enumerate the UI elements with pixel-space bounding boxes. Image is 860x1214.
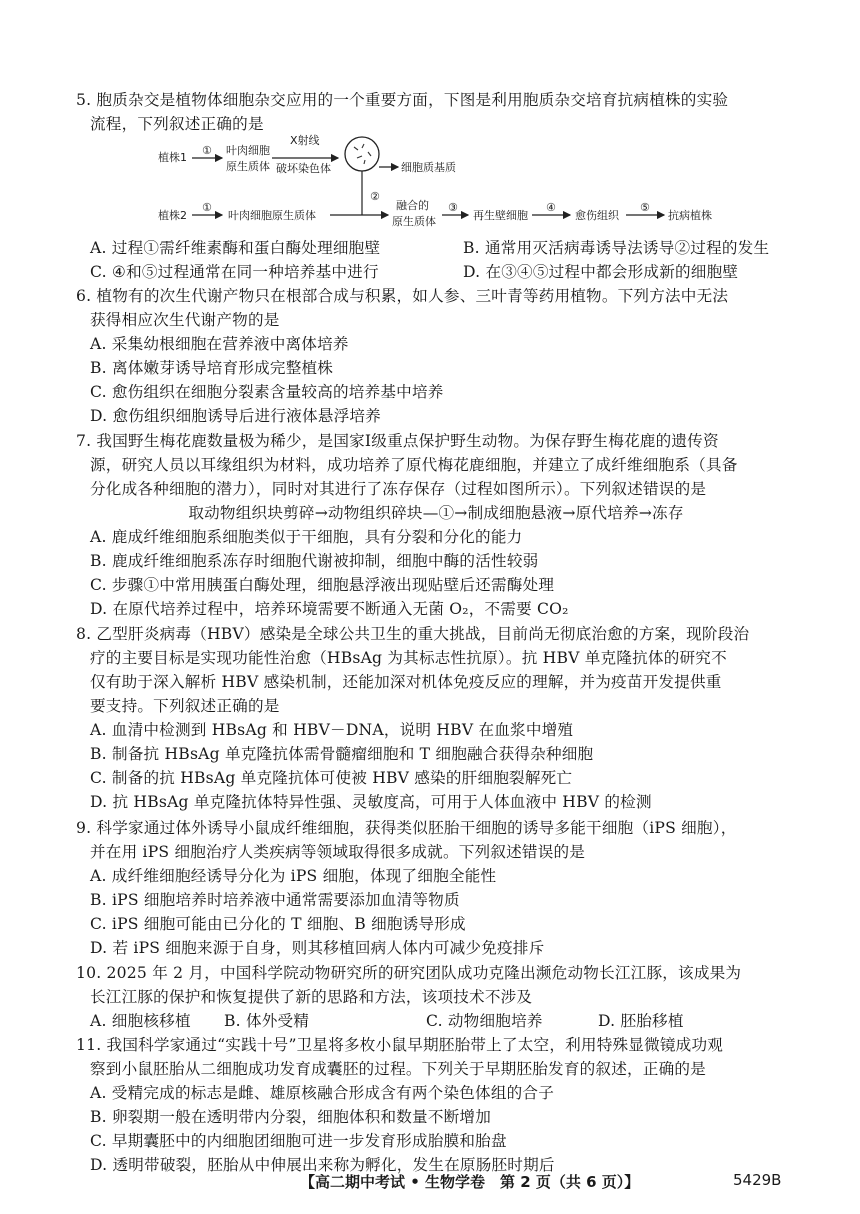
question-6-option-a: A. 采集幼根细胞在营养液中离体培养	[90, 335, 349, 353]
question-10-option-d: D. 胚胎移植	[598, 1012, 684, 1030]
question-5-option-a: A. 过程①需纤维素酶和蛋白酶处理细胞壁	[90, 239, 381, 257]
question-6-stem-line1: 6. 植物有的次生代谢产物只在根部合成与积累，如人参、三叶青等药用植物。下列方法中无法	[76, 287, 729, 305]
question-5	[76, 88, 796, 136]
question-7-stem-line3: 分化成各种细胞的潜力），同时对其进行了冻存保存（过程如图所示）。下列叙述错误的是	[90, 480, 707, 498]
question-5-option-c: C. ④和⑤过程通常在同一种培养基中进行	[90, 263, 379, 281]
leaf-protoplast-label-a: 叶肉细胞	[226, 144, 270, 157]
footer-title: 【高二期中考试 • 生物学卷 第 2 页（共 6 页）】	[300, 1173, 640, 1191]
question-6-stem-line2: 获得相应次生代谢产物的是	[90, 311, 280, 329]
step5-label: ⑤	[640, 201, 650, 214]
question-10-option-b: B. 体外受精	[224, 1012, 310, 1030]
question-5-stem-line2: 流程，下列叙述正确的是	[90, 115, 264, 133]
step4-label: ④	[546, 201, 556, 214]
step2-label: ②	[370, 190, 380, 203]
question-9-option-d: D. 若 iPS 细胞来源于自身，则其移植回病人体内可减少免疫排斥	[90, 939, 545, 957]
question-10-option-a: A. 细胞核移植	[90, 1012, 191, 1030]
question-9-option-a: A. 成纤维细胞经诱导分化为 iPS 细胞，体现了细胞全能性	[90, 867, 497, 885]
step1a-label: ①	[202, 144, 212, 157]
question-8-stem-line3: 仅有助于深入解析 HBV 感染机制，还能加深对机体免疫反应的理解，并为疫苗开发提供重	[90, 673, 722, 691]
question-10-stem-line2: 长江江豚的保护和恢复提供了新的思路和方法，该项技术不涉及	[90, 988, 533, 1006]
question-11-stem-line2: 察到小鼠胚胎从二细胞成功发育成囊胚的过程。下列关于早期胚胎发育的叙述，正确的是	[90, 1060, 706, 1078]
question-5-options-row1	[76, 236, 796, 260]
question-9-option-c: C. iPS 细胞可能由已分化的 T 细胞、B 细胞诱导形成	[90, 915, 466, 933]
leaf-protoplast-full-label: 叶肉细胞原生质体	[228, 209, 316, 222]
question-7-stem-line1: 7. 我国野生梅花鹿数量极为稀少，是国家Ⅰ级重点保护野生动物。为保存野生梅花鹿的遗传资	[76, 432, 719, 450]
question-6	[76, 284, 796, 428]
callus-label: 愈伤组织	[575, 209, 619, 222]
question-7-option-a: A. 鹿成纤维细胞系细胞类似于干细胞，具有分裂和分化的能力	[90, 528, 523, 546]
question-7-option-b: B. 鹿成纤维细胞系冻存时细胞代谢被抑制，细胞中酶的活性较弱	[90, 552, 539, 570]
question-7	[76, 429, 796, 621]
question-10-option-c: C. 动物细胞培养	[426, 1012, 543, 1030]
question-9-stem-line2: 并在用 iPS 细胞治疗人类疾病等领域取得很多成就。下列叙述错误的是	[90, 843, 586, 861]
question-10	[76, 961, 796, 1033]
question-6-option-c: C. 愈伤组织在细胞分裂素含量较高的培养基中培养	[90, 383, 444, 401]
question-11-option-a: A. 受精完成的标志是雌、雄原核融合形成含有两个染色体组的合子	[90, 1084, 555, 1102]
question-9-option-b: B. iPS 细胞培养时培养液中通常需要添加血清等物质	[90, 891, 460, 909]
question-11-option-d: D. 透明带破裂，胚胎从中伸展出来称为孵化，发生在原肠胚时期后	[90, 1156, 555, 1174]
protoplast-fusion-diagram	[152, 131, 718, 235]
question-9-stem-line1: 9. 科学家通过体外诱导小鼠成纤维细胞，获得类似胚胎干细胞的诱导多能干细胞（iPS 细胞），	[76, 819, 737, 837]
question-5-option-d: D. 在③④⑤过程中都会形成新的细胞壁	[463, 263, 739, 281]
question-5-option-b: B. 通常用灭活病毒诱导法诱导②过程的发生	[463, 239, 770, 257]
question-8-stem-line2: 疗的主要目标是实现功能性治愈（HBsAg 为其标志性抗原）。抗 HBV 单克隆抗体的研究不	[90, 649, 727, 667]
question-5-stem-line1: 5. 胞质杂交是植物体细胞杂交应用的一个重要方面，下图是利用胞质杂交培育抗病植株的实验	[76, 91, 729, 109]
footer-code: 5429B	[733, 1171, 782, 1189]
resistant-plant-label: 抗病植株	[668, 209, 712, 222]
plant1-label: 植株1	[158, 151, 187, 164]
question-5-options	[76, 236, 796, 284]
question-11-option-c: C. 早期囊胚中的内细胞团细胞可进一步发育形成胎膜和胎盘	[90, 1132, 507, 1150]
question-7-option-d: D. 在原代培养过程中，培养环境需要不断通入无菌 O₂，不需要 CO₂	[90, 600, 569, 618]
question-10-options-row	[76, 1009, 796, 1033]
fused-label-a: 融合的	[396, 199, 429, 212]
fused-label-b: 原生质体	[392, 215, 436, 228]
question-8-option-d: D. 抗 HBsAg 单克隆抗体特异性强、灵敏度高，可用于人体血液中 HBV 的检测	[90, 793, 652, 811]
destroy-chromosome-label: 破坏染色体	[276, 162, 331, 175]
question-8-option-a: A. 血清中检测到 HBsAg 和 HBV－DNA，说明 HBV 在血浆中增殖	[90, 721, 574, 739]
question-11-option-b: B. 卵裂期一般在透明带内分裂，细胞体积和数量不断增加	[90, 1108, 492, 1126]
regen-wall-label: 再生壁细胞	[473, 209, 528, 222]
xray-label: X射线	[290, 134, 320, 147]
question-9	[76, 816, 796, 960]
plant2-label: 植株2	[158, 209, 187, 222]
question-8-stem-line4: 要支持。下列叙述正确的是	[90, 697, 280, 715]
question-8-option-b: B. 制备抗 HBsAg 单克隆抗体需骨髓瘤细胞和 T 细胞融合获得杂种细胞	[90, 745, 594, 763]
question-7-stem-line2: 源，研究人员以耳缘组织为材料，成功培养了原代梅花鹿细胞，并建立了成纤维细胞系（具备	[90, 456, 738, 474]
question-8-stem-line1: 8. 乙型肝炎病毒（HBV）感染是全球公共卫生的重大挑战，目前尚无彻底治愈的方案，现阶段治	[76, 625, 750, 643]
question-7-option-c: C. 步骤①中常用胰蛋白酶处理，细胞悬浮液出现贴壁后还需酶处理	[90, 576, 555, 594]
step3-label: ③	[448, 201, 458, 214]
question-11-stem-line1: 11. 我国科学家通过“实践十号”卫星将多枚小鼠早期胚胎带上了太空，利用特殊显微镜成功观	[76, 1036, 724, 1054]
question-8	[76, 622, 796, 814]
question-7-flow: 取动物组织块剪碎→动物组织碎块—①→制成细胞悬液→原代培养→冻存	[188, 504, 684, 522]
leaf-protoplast-label-b: 原生质体	[226, 160, 270, 173]
question-6-option-b: B. 离体嫩芽诱导培育形成完整植株	[90, 359, 334, 377]
cytoplast-label: 细胞质基质	[401, 161, 456, 174]
question-5-options-row2	[76, 260, 796, 284]
question-8-option-c: C. 制备的抗 HBsAg 单克隆抗体可使被 HBV 感染的肝细胞裂解死亡	[90, 769, 573, 787]
step1b-label: ①	[202, 201, 212, 214]
question-11	[76, 1033, 796, 1177]
question-10-stem-line1: 10. 2025 年 2 月，中国科学院动物研究所的研究团队成功克隆出濒危动物长江江豚，该成果为	[76, 964, 742, 982]
question-6-option-d: D. 愈伤组织细胞诱导后进行液体悬浮培养	[90, 407, 381, 425]
